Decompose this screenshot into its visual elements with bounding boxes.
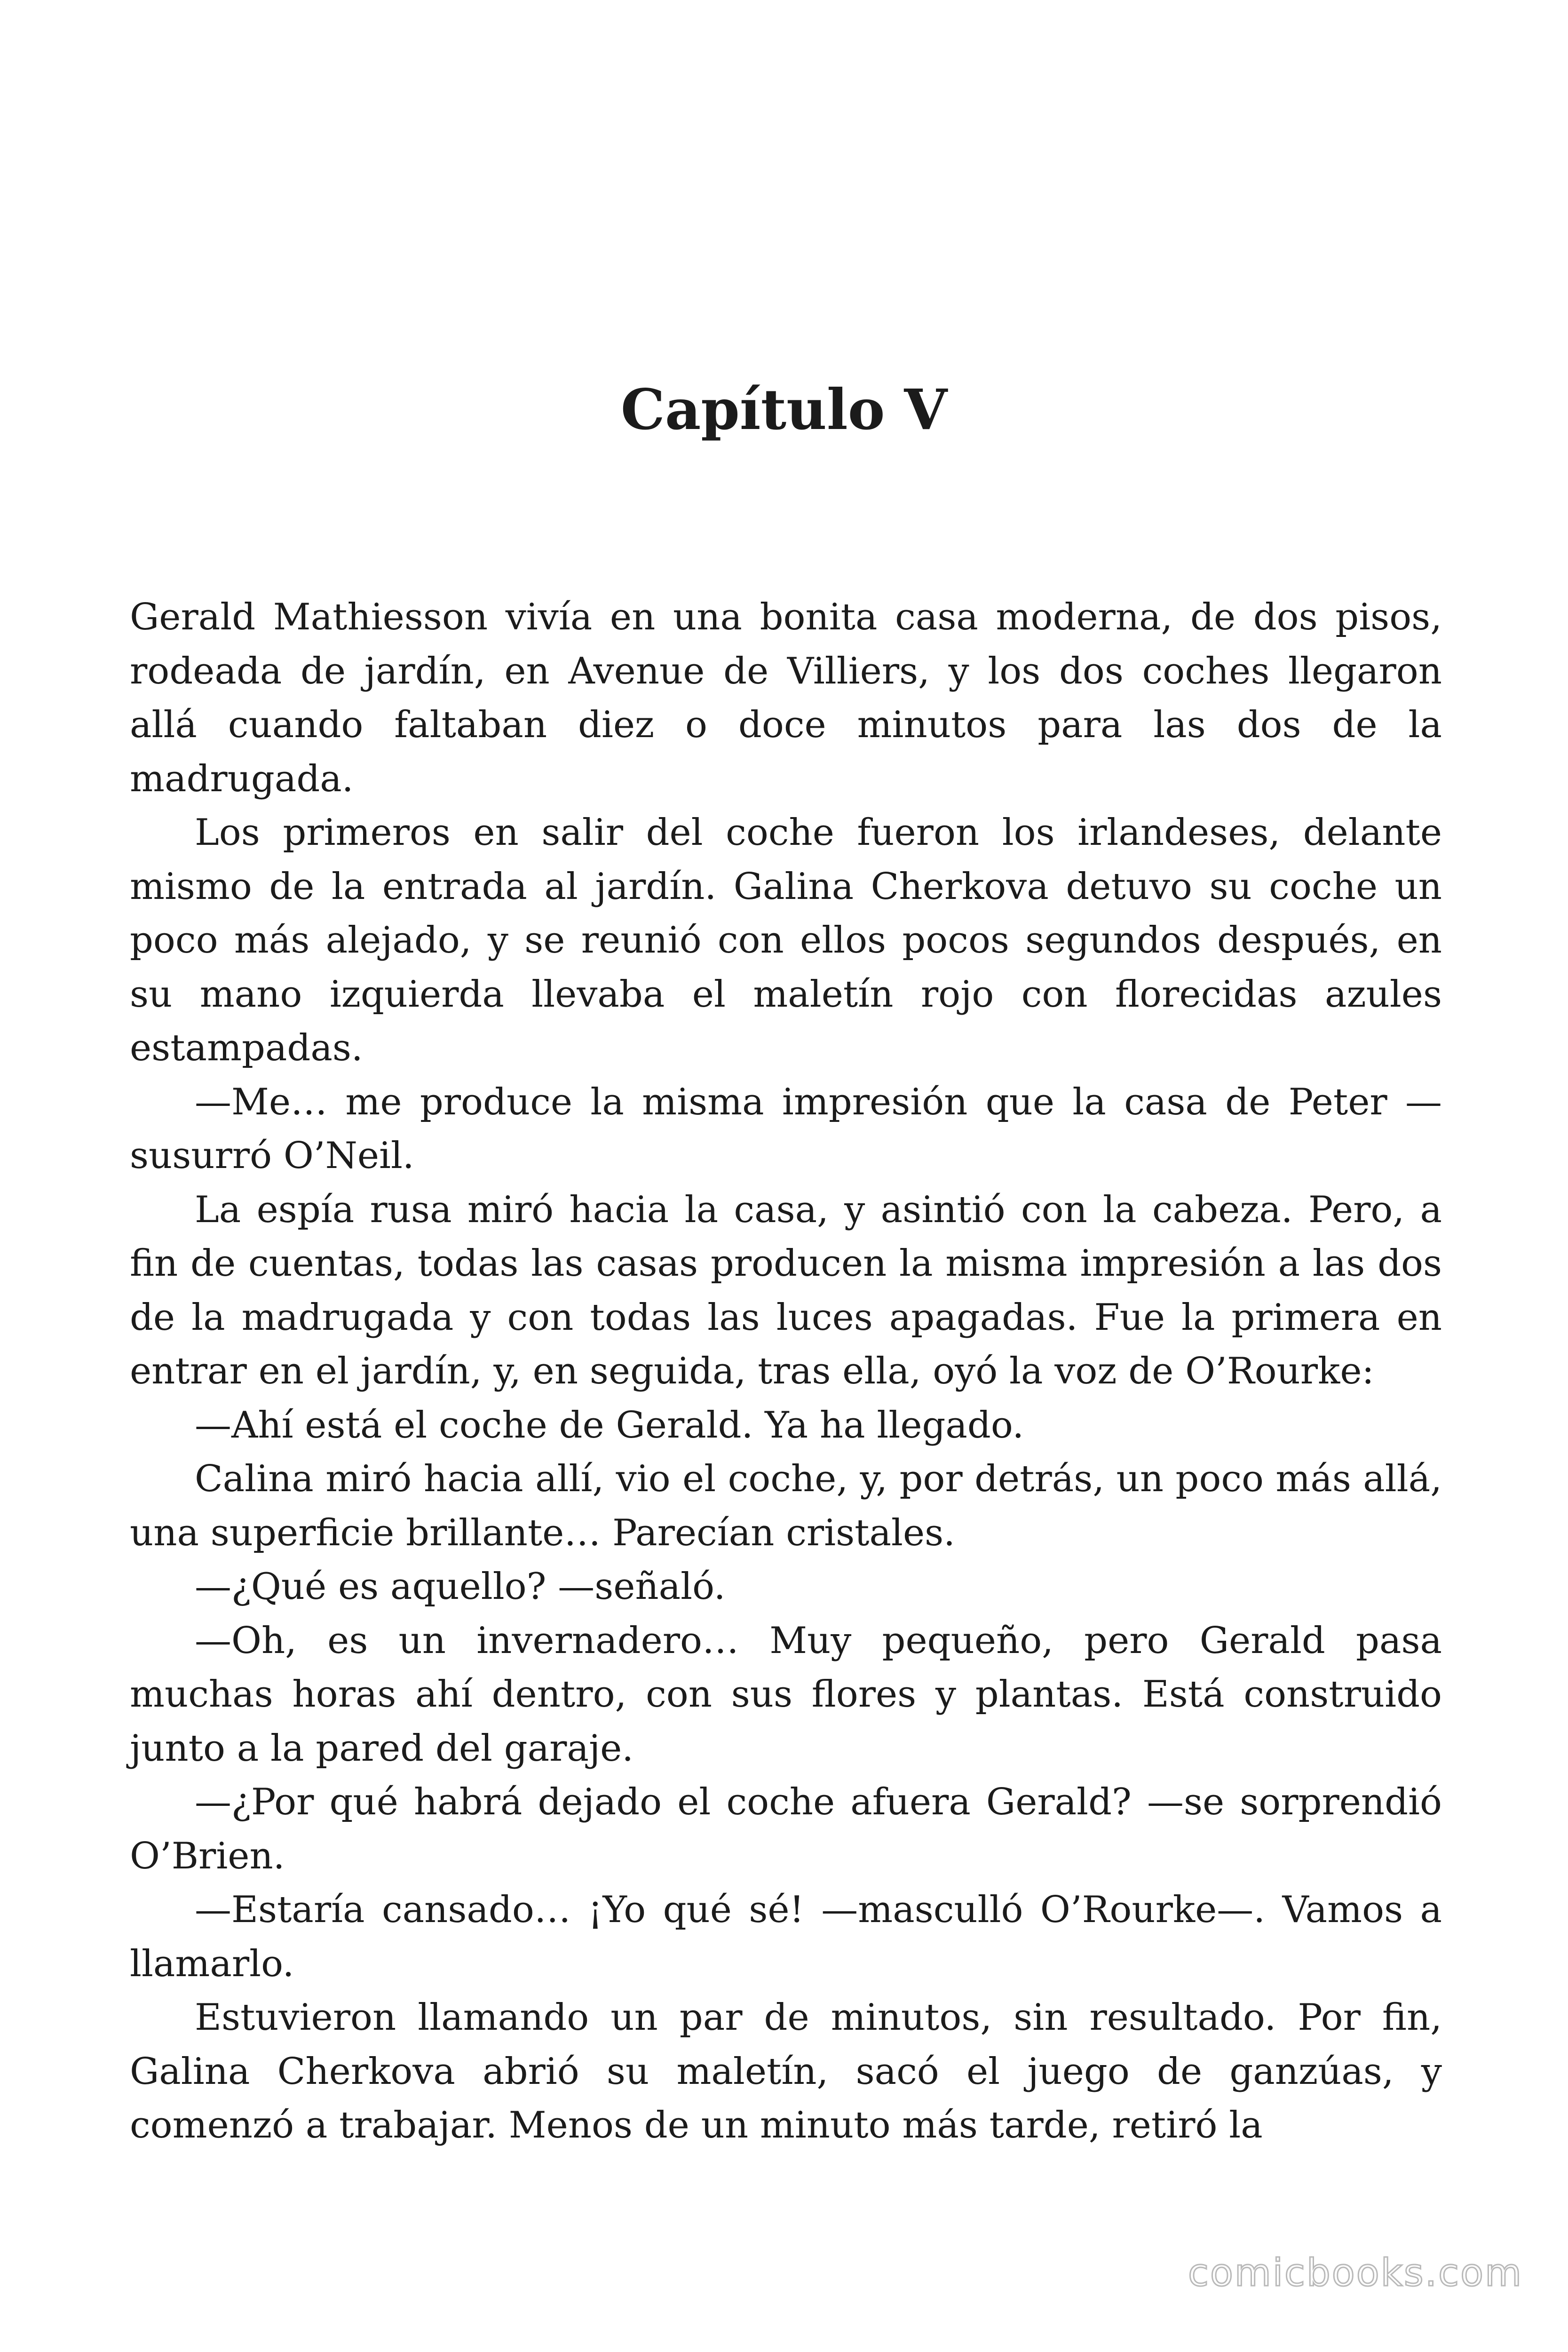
paragraph: —Me… me produce la misma impresión que la casa de Peter —susurró O’Neil. xyxy=(130,1081,1442,1177)
paragraph: Los primeros en salir del coche fueron los irlandeses, delante mismo de la entrada al jardín. Galina Cherkova detuvo su coche un poco más alejado, y se reunió con ellos pocos segundos después, en su mano izquierda llevaba el maletín rojo con florecidas azules estampadas. xyxy=(130,811,1442,1069)
paragraph: —Oh, es un invernadero… Muy pequeño, pero Gerald pasa muchas horas ahí dentro, con sus flores y plantas. Está construido junto a la pared del garaje. xyxy=(130,1619,1442,1770)
paragraph: Gerald Mathiesson vivía en una bonita casa moderna, de dos pisos, rodeada de jardín, en Avenue de Villiers, y los dos coches llegaron allá cuando faltaban diez o doce minutos para las dos de la madrugada. xyxy=(130,596,1442,800)
paragraph: Estuvieron llamando un par de minutos, sin resultado. Por fin, Galina Cherkova abrió su maletín, sacó el juego de ganzúas, y comenzó a trabajar. Menos de un minuto más tarde, retiró la xyxy=(130,1996,1442,2146)
paragraph: La espía rusa miró hacia la casa, y asintió con la cabeza. Pero, a fin de cuentas, todas las casas producen la misma impresión a las dos de la madrugada y con todas las luces apagadas. Fue la primera en entrar en el jardín, y, en seguida, tras ella, oyó la voz de O’Rourke: xyxy=(130,1188,1442,1392)
paragraph: Calina miró hacia allí, vio el coche, y, por detrás, un poco más allá, una superficie brillante… Parecían cristales. xyxy=(130,1458,1442,1554)
chapter-title: Capítulo V xyxy=(620,377,948,442)
paragraph: —Ahí está el coche de Gerald. Ya ha llegado. xyxy=(195,1404,1024,1446)
paragraph: —¿Qué es aquello? —señaló. xyxy=(195,1565,726,1608)
paragraph: —Estaría cansado… ¡Yo qué sé! —masculló O’Rourke—. Vamos a llamarlo. xyxy=(130,1889,1442,1985)
body-text xyxy=(130,590,1442,2153)
paragraph: —¿Por qué habrá dejado el coche afuera Gerald? —se sorprendió O’Brien. xyxy=(130,1781,1442,1877)
watermark: comicbooks.com xyxy=(1188,2251,1523,2295)
